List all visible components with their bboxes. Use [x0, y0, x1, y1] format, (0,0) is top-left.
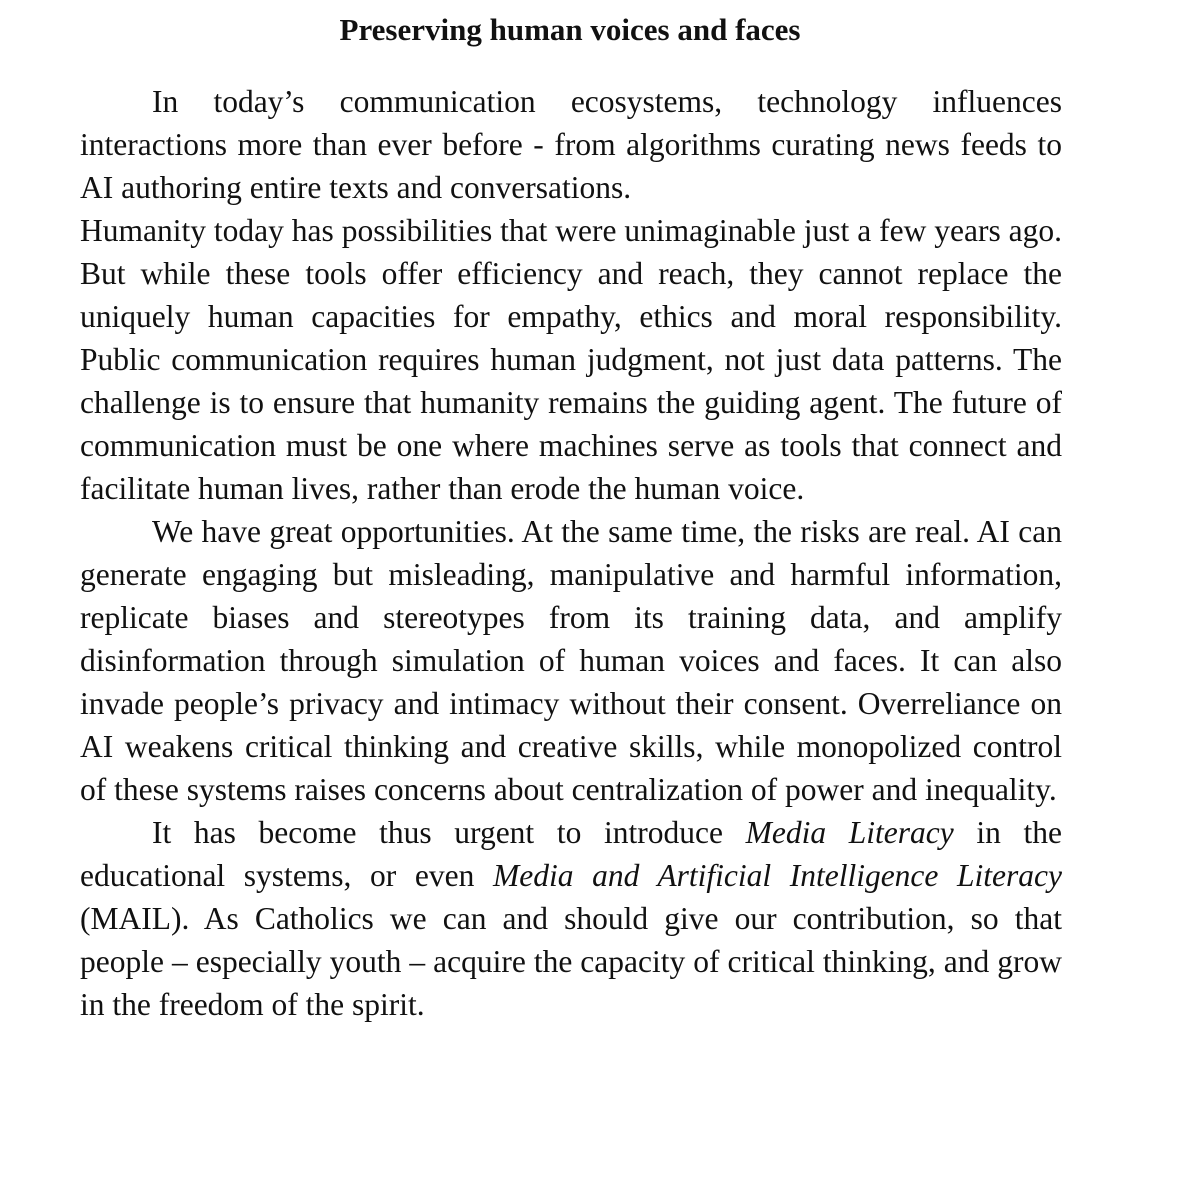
- page-title: Preserving human voices and faces: [339, 12, 801, 47]
- media-literacy-term: Media Literacy: [745, 815, 954, 850]
- paragraph-2: Humanity today has possibilities that were unimaginable just a few years ago. But while these tools offer efficiency and reach, they cannot replace the uniquely human capacities for empathy, ethics and moral responsibility. Public communication requires human judgment, not just data patterns. The challenge is to ensure that humanity remains the guiding agent. The future of communication must be one where machines serve as tools that connect and facilitate human lives, rather than erode the human voice.: [80, 213, 1062, 506]
- paragraph-4-text-1: It has become thus urgent to introduce: [152, 815, 746, 850]
- body-text: [80, 80, 1062, 1026]
- mail-term: Media and Artificial Intelligence Literacy: [492, 858, 1062, 893]
- paragraph-3: We have great opportunities. At the same time, the risks are real. AI can generate engaging but misleading, manipulative and harmful information, replicate biases and stereotypes from its training data, and amplify disinformation through simulation of human voices and faces. It can also invade people’s privacy and intimacy without their consent. Overreliance on AI weakens critical thinking and creative skills, while monopolized control of these systems raises concerns about centralization of power and inequality.: [80, 514, 1062, 807]
- paragraph-4-text-2: in the educational systems, or even: [80, 815, 1062, 893]
- paragraph-4: [80, 811, 1062, 1026]
- paragraph-1: In today’s communication ecosystems, technology influences interactions more than ever before - from algorithms curating news feeds to AI authoring entire texts and conversations.: [80, 84, 1062, 205]
- paragraph-4-text-3: (MAIL). As Catholics we can and should give our contribution, so that people – especially youth – acquire the capacity of critical thinking, and grow in the freedom of the spirit.: [80, 901, 1062, 1022]
